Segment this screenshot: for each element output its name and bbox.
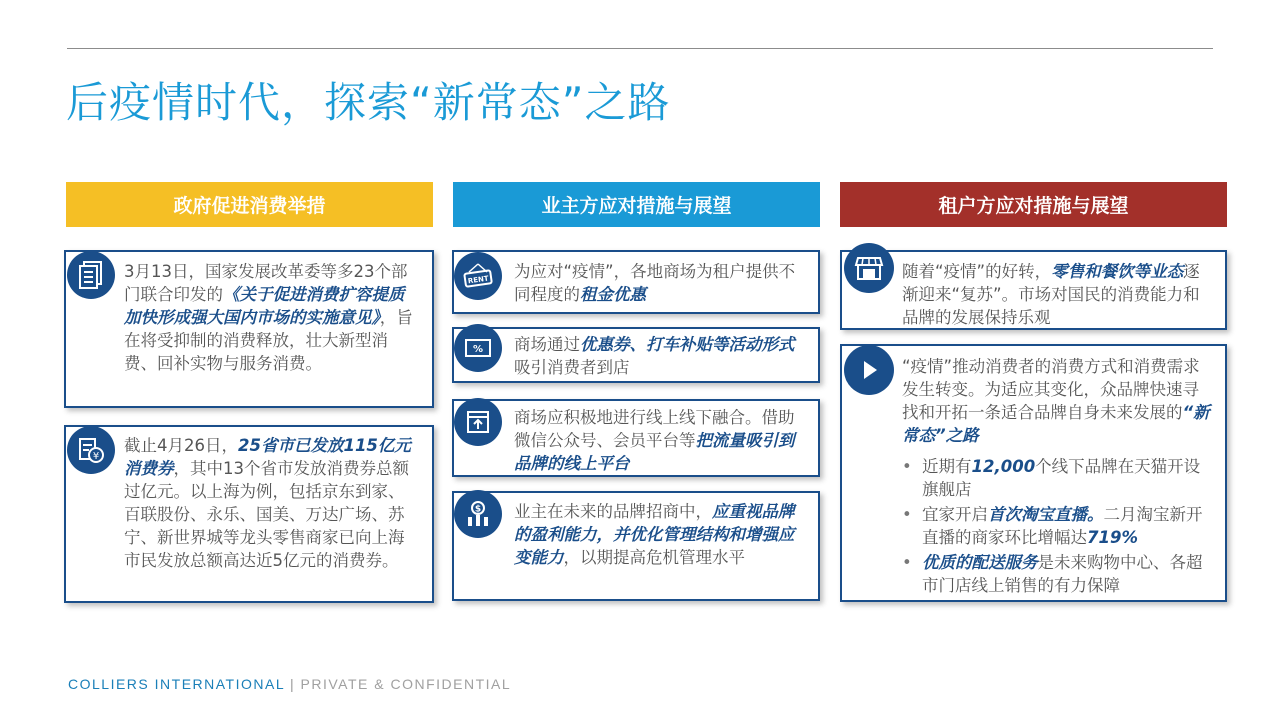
svg-text:¥: ¥: [92, 451, 100, 462]
text-run: “疫情”推动消费者的消费方式和消费需求发生转变。为适应其变化，众品牌快速寻找和开拓一条适合品牌自身未来发展的: [902, 357, 1200, 422]
bullet-dot: •: [902, 505, 912, 524]
highlight-traffic-online: 把流量吸引到品牌的线上平台: [514, 431, 795, 473]
text-run: 业主在未来的品牌招商中，: [514, 502, 712, 521]
highlight-first-livestream: 首次淘宝直播。: [988, 505, 1104, 524]
gov-voucher-text: [124, 434, 420, 572]
gov-policy-text: [124, 260, 420, 375]
text-run: 个线下品牌在天猫开设旗舰店: [922, 457, 1201, 499]
rent-discount-text: [514, 260, 806, 306]
highlight-coupon-activities: 优惠券、打车补贴等活动形式: [580, 335, 795, 354]
text-run: 商场应积极地进行线上线下融合。借助微信公众号、会员平台等: [514, 408, 795, 450]
highlight-brand-profitability: 应重视品牌的盈利能力，并优化管理结构和增强应变能力: [514, 502, 795, 567]
finance-chart-icon: [454, 490, 502, 538]
highlight-voucher-amount: 25省市已发放115亿元消费券: [124, 436, 411, 478]
top-divider: [67, 48, 1213, 49]
text-run: 随着“疫情”的好转，: [902, 262, 1052, 281]
highlight-brand-count: 12,000: [971, 457, 1036, 476]
header-tenant: [840, 182, 1227, 227]
text-run: ，以期提高危机管理水平: [563, 548, 745, 567]
page-title: 后疫情时代，探索“新常态”之路: [66, 78, 671, 127]
highlight-policy-title: 《关于促进消费扩容提质加快形成强大国内市场的实施意见》: [124, 285, 405, 327]
text-run: 是未来购物中心、各超市门店线上销售的有力保障: [922, 553, 1203, 595]
text-run: 为应对“疫情”，各地商场为租户提供不同程度的: [514, 262, 796, 304]
header-government-label: 政府促进消费举措: [173, 195, 326, 217]
highlight-delivery-service: 优质的配送服务: [922, 553, 1038, 572]
highlight-rent-discount: 租金优惠: [580, 285, 646, 304]
new-normal-text: [902, 355, 1212, 597]
online-window-icon: [454, 398, 502, 446]
text-run: 商场通过: [514, 335, 580, 354]
text-run: ，旨在将受抑制的消费释放，壮大新型消费、回补实物与服务消费。: [124, 308, 413, 373]
bullet-delivery-service: [900, 551, 1212, 597]
footer: [68, 676, 511, 692]
text-run: 宜家开启: [922, 505, 988, 524]
bullet-dot: •: [902, 457, 912, 476]
text-run: ，其中13个省市发放消费券总额过亿元。以上海为例，包括京东到家、百联股份、永乐、国美、万达广场、苏宁、新世界城等龙头零售商家已向上海市民发放总额高达近5亿元的消费券。: [124, 459, 409, 570]
bullet-ikea-livestream: [900, 503, 1212, 549]
online-merge-text: [514, 406, 806, 475]
svg-text:RENT: RENT: [467, 274, 490, 286]
discount-coupon-icon: [454, 324, 502, 372]
header-landlord-label: 业主方应对措施与展望: [541, 195, 732, 217]
svg-text:%: %: [472, 344, 484, 355]
text-run: 截止4月26日，: [124, 436, 238, 455]
text-run: 吸引消费者到店: [514, 358, 630, 377]
bullet-tmall-stores: [900, 455, 1212, 501]
footer-confidential: PRIVATE & CONFIDENTIAL: [300, 676, 512, 692]
text-run: 近期有: [922, 457, 972, 476]
document-icon: [67, 251, 115, 299]
text-run: 3月13日，国家发展改革委等多23个部门联合印发的: [124, 262, 408, 304]
brand-management-text: [514, 500, 806, 569]
play-icon: [844, 345, 894, 395]
recovery-text: [902, 260, 1212, 329]
header-tenant-label: 租户方应对措施与展望: [938, 195, 1129, 217]
new-normal-intro: [902, 355, 1212, 447]
svg-text:$: $: [474, 504, 482, 515]
coupon-text: [514, 333, 806, 379]
highlight-growth-rate: 719%: [1087, 528, 1138, 547]
footer-separator: |: [289, 676, 296, 692]
bullet-dot: •: [902, 553, 912, 572]
header-government: [66, 182, 433, 227]
header-landlord: [453, 182, 820, 227]
voucher-icon: [67, 426, 115, 474]
highlight-retail-dining: 零售和餐饮等业态: [1051, 262, 1184, 281]
footer-brand: COLLIERS INTERNATIONAL: [68, 676, 285, 692]
storefront-icon: [844, 243, 894, 293]
text-run: 二月淘宝新开直播的商家环比增幅达: [922, 505, 1203, 547]
rent-sign-icon: [454, 252, 502, 300]
text-run: 逐渐迎来“复苏”。市场对国民的消费能力和品牌的发展保持乐观: [902, 262, 1200, 327]
highlight-new-normal: “新常态”之路: [902, 403, 1210, 445]
